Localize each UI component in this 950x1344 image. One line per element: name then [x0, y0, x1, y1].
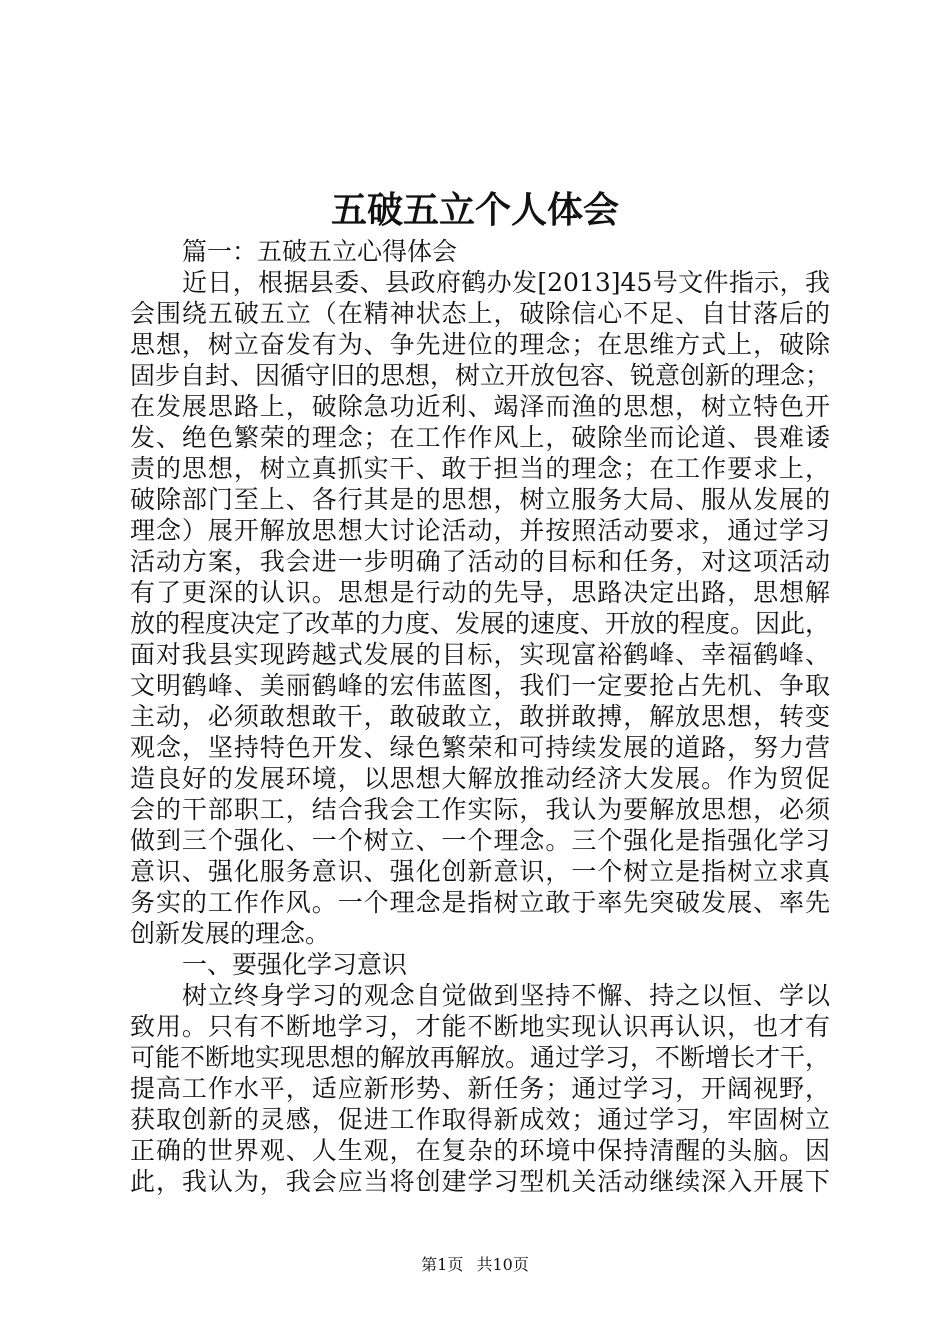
- document-title: 五破五立个人体会: [330, 189, 619, 231]
- section-heading: 篇一：五破五立心得体会: [182, 237, 458, 266]
- paragraph-line: 观念，坚持特色开发、绿色繁荣和可持续发展的道路，努力营: [130, 733, 830, 762]
- paragraph-line: 此，我认为，我会应当将创建学习型机关活动继续深入开展下: [130, 1167, 830, 1196]
- paragraph-line: 意识、强化服务意识、强化创新意识，一个树立是指树立求真: [130, 857, 830, 886]
- paragraph-line: 思想，树立奋发有为、争先进位的理念；在思维方式上，破除: [130, 330, 830, 359]
- paragraph-line: 文明鹤峰、美丽鹤峰的宏伟蓝图，我们一定要抢占先机、争取: [130, 671, 830, 700]
- paragraph-line: 活动方案，我会进一步明确了活动的目标和任务，对这项活动: [130, 547, 830, 576]
- paragraph-line: 务实的工作作风。一个理念是指树立敢于率先突破发展、率先: [130, 888, 830, 917]
- subheading: 一、要强化学习意识: [182, 950, 408, 979]
- paragraph-line: 有了更深的认识。思想是行动的先导，思路决定出路，思想解: [130, 578, 830, 607]
- paragraph-line: 破除部门至上、各行其是的思想，树立服务大局、服从发展的: [130, 485, 830, 514]
- paragraph-line: 正确的世界观、人生观，在复杂的环境中保持清醒的头脑。因: [130, 1136, 830, 1165]
- paragraph-line: 造良好的发展环境，以思想大解放推动经济大发展。作为贸促: [130, 764, 830, 793]
- paragraph-line: 做到三个强化、一个树立、一个理念。三个强化是指强化学习: [130, 826, 830, 855]
- paragraph-line: 会的干部职工，结合我会工作实际，我认为要解放思想，必须: [130, 795, 830, 824]
- paragraph-line: 放的程度决定了改革的力度、发展的速度、开放的程度。因此，: [130, 609, 830, 638]
- paragraph-line: 责的思想，树立真抓实干、敢于担当的理念；在工作要求上，: [130, 454, 830, 483]
- paragraph-line: 主动，必须敢想敢干，敢破敢立，敢拼敢搏，解放思想，转变: [130, 702, 830, 731]
- paragraph-line: 发、绝色繁荣的理念；在工作作风上，破除坐而论道、畏难诿: [130, 423, 830, 452]
- page-footer: [0, 1252, 950, 1278]
- paragraph-line: 获取创新的灵感，促进工作取得新成效；通过学习，牢固树立: [130, 1105, 830, 1134]
- paragraph-line: 近日，根据县委、县政府鹤办发[2013]45号文件指示，我: [182, 268, 830, 297]
- page-number: 第1页: [421, 1255, 464, 1274]
- paragraph-line: 树立终身学习的观念自觉做到坚持不懈、持之以恒、学以: [182, 981, 830, 1010]
- paragraph-line: 会围绕五破五立（在精神状态上，破除信心不足、自甘落后的: [130, 299, 830, 328]
- paragraph-line: 理念）展开解放思想大讨论活动，并按照活动要求，通过学习: [130, 516, 830, 545]
- paragraph-line: 创新发展的理念。: [130, 919, 331, 948]
- paragraph-line: 致用。只有不断地学习，才能不断地实现认识再认识，也才有: [130, 1012, 830, 1041]
- page-total: 共10页: [476, 1255, 529, 1274]
- paragraph-line: 提高工作水平，适应新形势、新任务；通过学习，开阔视野，: [130, 1074, 830, 1103]
- paragraph-line: 可能不断地实现思想的解放再解放。通过学习，不断增长才干，: [130, 1043, 830, 1072]
- paragraph-line: 固步自封、因循守旧的思想，树立开放包容、锐意创新的理念；: [130, 361, 830, 390]
- paragraph-line: 在发展思路上，破除急功近利、竭泽而渔的思想，树立特色开: [130, 392, 830, 421]
- paragraph-line: 面对我县实现跨越式发展的目标，实现富裕鹤峰、幸福鹤峰、: [130, 640, 830, 669]
